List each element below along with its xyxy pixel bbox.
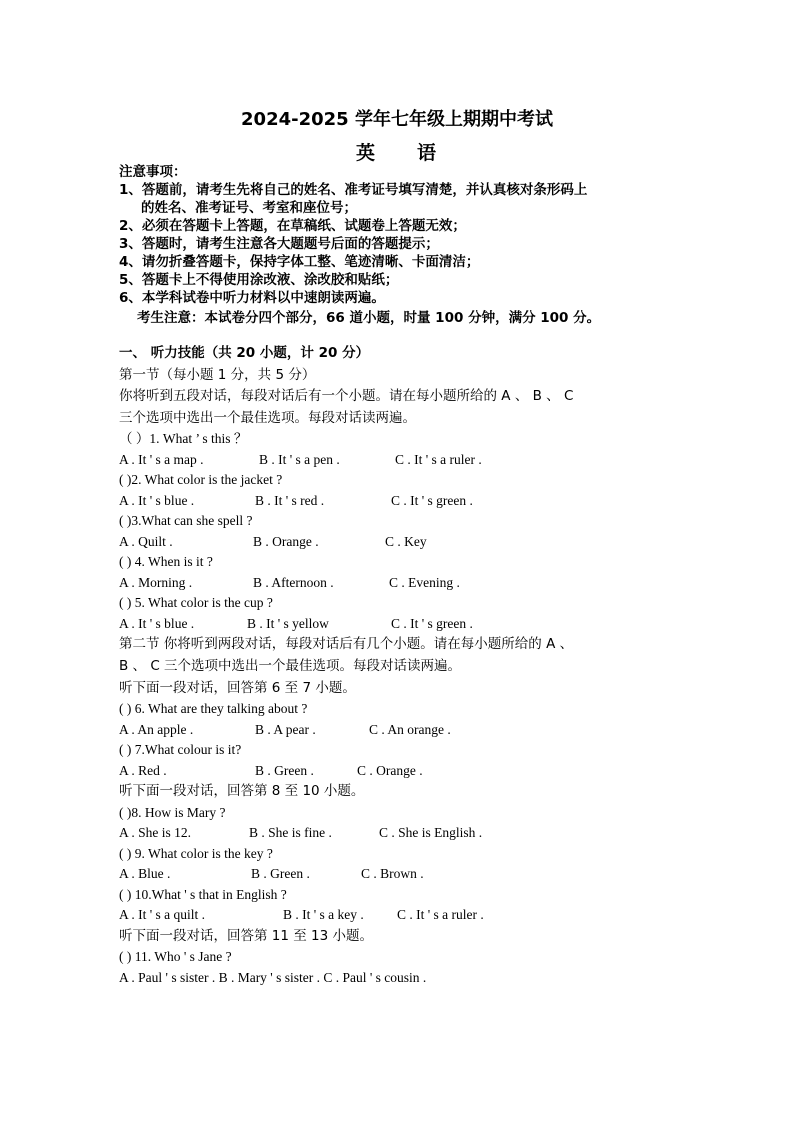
- subject-char-2: 语: [417, 142, 439, 164]
- notice-item: 2、必须在答题卡上答题，在草稿纸、试题卷上答题无效；: [119, 218, 466, 234]
- notice-item: 4、请勿折叠答题卡，保持字体工整、笔迹清晰、卡面清洁；: [119, 254, 480, 270]
- notice-block: [119, 163, 689, 327]
- option-c: C . Orange .: [357, 762, 423, 778]
- option-c: C . It ' s a ruler .: [397, 907, 484, 923]
- option-a: A . It ' s blue .: [119, 615, 195, 631]
- question-3: ( )3.What can she spell ?: [119, 513, 253, 529]
- question-1: （ ）1. What ’ s this ？: [119, 431, 248, 447]
- option-a: A . It ' s blue .: [119, 492, 195, 508]
- question-5: ( ) 5. What color is the cup ?: [119, 595, 273, 611]
- option-b: B . She is fine .: [249, 825, 332, 841]
- option-b: B . It ' s red .: [255, 492, 325, 508]
- question-11: ( ) 11. Who ' s Jane ?: [119, 949, 232, 965]
- option-c: C . Brown .: [361, 866, 424, 882]
- exam-title: 2024-2025 学年七年级上期期中考试: [241, 109, 553, 130]
- option-a: A . Red .: [119, 762, 167, 778]
- question-7-options: [119, 761, 689, 782]
- section1-instruction: 三个选项中选出一个最佳选项。每段对话读两遍。: [119, 409, 416, 426]
- option-a: A . She is 12.: [119, 825, 192, 841]
- question-11-options: A . Paul ' s sister . B . Mary ' s sister . C . Paul ' s cousin .: [119, 969, 427, 985]
- option-c: C . Key: [385, 533, 427, 549]
- option-b: B . Afternoon .: [253, 574, 334, 590]
- option-b: B . Green .: [251, 866, 310, 882]
- question-3-options: [119, 532, 689, 553]
- option-a: A . An apple .: [119, 721, 194, 737]
- question-2: ( )2. What color is the jacket ?: [119, 472, 283, 488]
- question-9-options: [119, 864, 689, 885]
- option-b: B . Green .: [255, 762, 314, 778]
- option-c: C . It ' s green .: [391, 492, 473, 508]
- section2-instruction: B 、 C 三个选项中选出一个最佳选项。每段对话读两遍。: [119, 657, 462, 674]
- notice-item: 6、本学科试卷中听力材料以中速朗读两遍。: [119, 290, 385, 306]
- part1-content: [119, 343, 689, 988]
- exam-subject: [0, 138, 794, 165]
- dialogue-3-prompt: 听下面一段对话，回答第 11 至 13 小题。: [119, 927, 374, 944]
- option-a: A . It ' s a map .: [119, 451, 204, 467]
- option-c: C . It ' s green .: [391, 615, 473, 631]
- subject-char-1: 英: [355, 142, 377, 164]
- notice-heading: 注意事项：: [119, 164, 187, 180]
- question-7: ( ) 7.What colour is it?: [119, 742, 242, 758]
- option-b: B . It ' s a key .: [283, 907, 364, 923]
- question-4-options: [119, 573, 689, 594]
- question-4: ( ) 4. When is it ?: [119, 554, 213, 570]
- section2-instruction: 第二节 你将听到两段对话，每段对话后有几个小题。请在每小题所给的 A 、: [119, 636, 574, 653]
- option-b: B . It ' s yellow: [247, 615, 329, 631]
- option-a: A . Blue .: [119, 866, 171, 882]
- section1-instruction: 你将听到五段对话，每段对话后有一个小题。请在每小题所给的 A 、 B 、 C: [119, 388, 574, 405]
- question-6: ( ) 6. What are they talking about ?: [119, 701, 308, 717]
- question-1-options: [119, 450, 689, 471]
- part1-heading: 一、 听力技能（共 20 小题，计 20 分）: [119, 345, 370, 361]
- option-b: B . A pear .: [255, 721, 316, 737]
- option-b: B . It ' s a pen .: [259, 451, 340, 467]
- dialogue-1-prompt: 听下面一段对话，回答第 6 至 7 小题。: [119, 679, 356, 696]
- option-a: A . It ' s a quilt .: [119, 907, 206, 923]
- exam-note: 考生注意：本试卷分四个部分，66 道小题，时量 100 分钟，满分 100 分。: [137, 310, 601, 326]
- section1-title: 第一节（每小题 1 分，共 5 分）: [119, 366, 316, 383]
- question-2-options: [119, 491, 689, 512]
- option-c: C . An orange .: [369, 721, 451, 737]
- option-b: B . Orange .: [253, 533, 319, 549]
- question-8-options: [119, 823, 689, 844]
- option-c: C . Evening .: [389, 574, 460, 590]
- question-10: ( ) 10.What ' s that in English ?: [119, 886, 287, 902]
- option-a: A . Morning .: [119, 574, 193, 590]
- notice-item: 5、答题卡上不得使用涂改液、涂改胶和贴纸；: [119, 272, 399, 288]
- option-c: C . She is English .: [379, 825, 483, 841]
- notice-item: 3、答题时，请考生注意各大题题号后面的答题提示；: [119, 236, 439, 252]
- question-9: ( ) 9. What color is the key ?: [119, 845, 273, 861]
- question-8: ( )8. How is Mary ?: [119, 804, 226, 820]
- notice-item: 1、答题前，请考生先将自己的姓名、准考证号填写清楚，并认真核对条形码上: [119, 182, 588, 198]
- question-5-options: [119, 614, 689, 635]
- dialogue-2-prompt: 听下面一段对话，回答第 8 至 10 小题。: [119, 783, 365, 800]
- option-a: A . Quilt .: [119, 533, 173, 549]
- notice-item: 的姓名、准考证号、考室和座位号；: [141, 200, 357, 216]
- question-10-options: [119, 905, 689, 926]
- option-c: C . It ' s a ruler .: [395, 451, 482, 467]
- question-6-options: [119, 720, 689, 741]
